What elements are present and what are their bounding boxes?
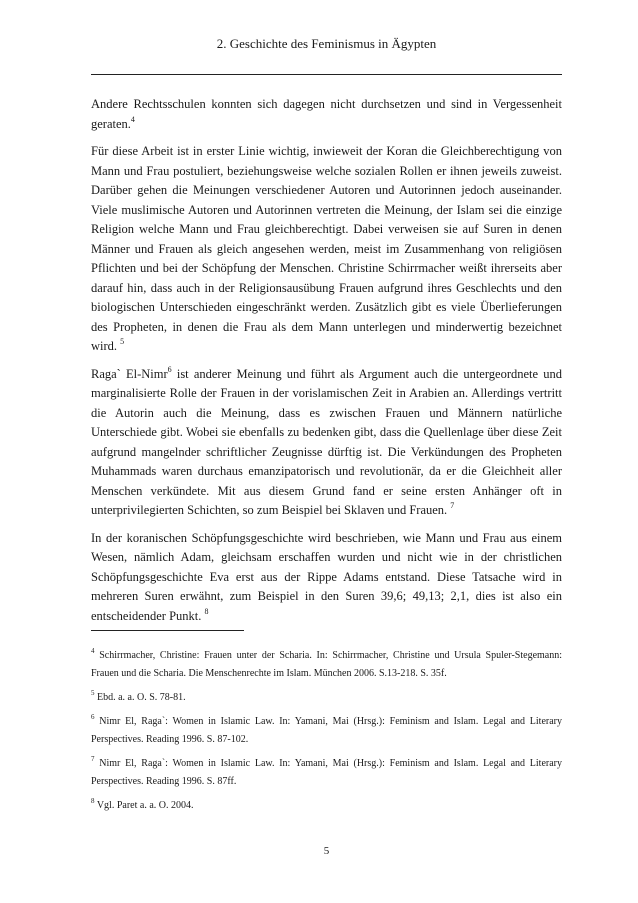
paragraph xyxy=(91,529,562,627)
footnote-number: 6 xyxy=(91,713,95,721)
footnote-marker[interactable]: 5 xyxy=(120,337,125,346)
page-number: 5 xyxy=(323,845,330,857)
footnote-number: 5 xyxy=(91,689,95,697)
footnote-text: Vgl. Paret a. a. O. 2004. xyxy=(96,800,194,811)
footnote-marker[interactable]: 8 xyxy=(204,606,209,616)
paragraph-text: ist anderer Meinung und führt als Argument auch die untergeordnete und marginalisierte Rolle der Frauen in der vorislamischen Zeit in Arabien an. Allerdings vertritt die Autorin auch die Meinung, dass es zwischen Frauen und Männern natürliche Unterschiede gibt. Wobei sie ebenfalls zu bedenken gibt, dass die Quellenlage über diese Zeit aufgrund mangelnder schriftlicher Zeugnisse dürftig ist. Die Verkündungen des Propheten Muhammads waren durchaus emanzipatorisch und revolutionär, da er die Gleichheit aller Menschen verkündete. Mit aus diesem Grund fand er seine ersten Anhänger oft in unterprivilegierten Schichten, so zum Beispiel bei Sklaven und Frauen. xyxy=(91,366,562,517)
footnote xyxy=(91,755,562,791)
body-text xyxy=(91,95,562,634)
running-header: 2. Geschichte des Feminismus in Ägypten xyxy=(216,36,437,51)
paragraph-text: Andere Rechtsschulen konnten sich dagegen nicht durchsetzen und sind in Vergessenheit geraten. xyxy=(91,97,562,131)
footnote-text: Schirrmacher, Christine: Frauen unter der Scharia. In: Schirrmacher, Christine und Ursula Spuler-Stegemann: Frauen und die Scharia. Die Menschenrechte im Islam. München 2006. S.13-218. S. 35f. xyxy=(91,650,563,679)
footnote xyxy=(91,689,562,707)
footnote-divider xyxy=(91,630,244,631)
footnote-number: 4 xyxy=(91,647,95,655)
paragraph-lead: Raga` El-Nimr xyxy=(91,366,168,381)
paragraph xyxy=(91,142,562,357)
paragraph-text: In der koranischen Schöpfungsgeschichte wird beschrieben, wie Mann und Frau aus einem Wesen, nämlich Adam, gleichsam erschaffen wurden und nicht wie in der christlichen Schöpfungsgeschichte Eva erst aus der Rippe Adams entstand. Diese Tatsache wird in mehreren Suren erwähnt, zum Beispiel in den Suren 39,6; 49,13; 2,1, dies ist also ein entscheidender Punkt. xyxy=(91,530,562,623)
footnote-marker[interactable]: 6 xyxy=(167,364,172,374)
footnote xyxy=(91,797,562,815)
footnotes xyxy=(91,647,562,821)
paragraph-text: Für diese Arbeit ist in erster Linie wichtig, inwieweit der Koran die Gleichberechtigung von Mann und Frau postuliert, beziehungsweise welche sozialen Rollen er ihnen jeweils zuweist. Darüber gehen die Meinungen verschiedener Autoren und Autorinnen jedoch auseinander. Viele muslimische Autoren und Autorinnen vertreten die Meinung, der Islam sei die einzige Religion welche Mann und Frau gleichberechtigt. Dabei verweisen sie auf Suren in denen Männer und Frauen als gleich angesehen werden, meist im Zusammenhang von religiösen Pflichten und bei der Schöpfung der Menschen. Christine Schirrmacher weißt ihrerseits aber darauf hin, dass auch in der Religionsausübung Frauen aufgrund ihres Geschlechts und den biologischen Unterschieden eingeschränkt werden. Zusätzlich gibt es viele Überlieferungen des Propheten, in denen die Frau als dem Mann unterlegen und minderwertig bezeichnet wird. xyxy=(91,144,562,353)
footnote-text: Nimr El, Raga`: Women in Islamic Law. In: Yamani, Mai (Hrsg.): Feminism and Islam. Legal and Literary Perspectives. Reading 1996. S. 87-102. xyxy=(91,716,562,745)
footnote-marker[interactable]: 4 xyxy=(130,114,135,124)
footnote-text: Nimr El, Raga`: Women in Islamic Law. In: Yamani, Mai (Hrsg.): Feminism and Islam. Legal and Literary Perspectives. Reading 1996. S. 87ff. xyxy=(91,758,562,787)
paragraph xyxy=(91,365,562,521)
footnote xyxy=(91,713,562,749)
footnote xyxy=(91,647,562,683)
footnote-number: 8 xyxy=(91,797,95,805)
header-divider xyxy=(91,74,562,75)
footnote-text: Ebd. a. a. O. S. 78-81. xyxy=(97,692,186,703)
paragraph xyxy=(91,95,562,134)
footnote-marker[interactable]: 7 xyxy=(450,501,455,510)
footnote-number: 7 xyxy=(91,755,95,763)
